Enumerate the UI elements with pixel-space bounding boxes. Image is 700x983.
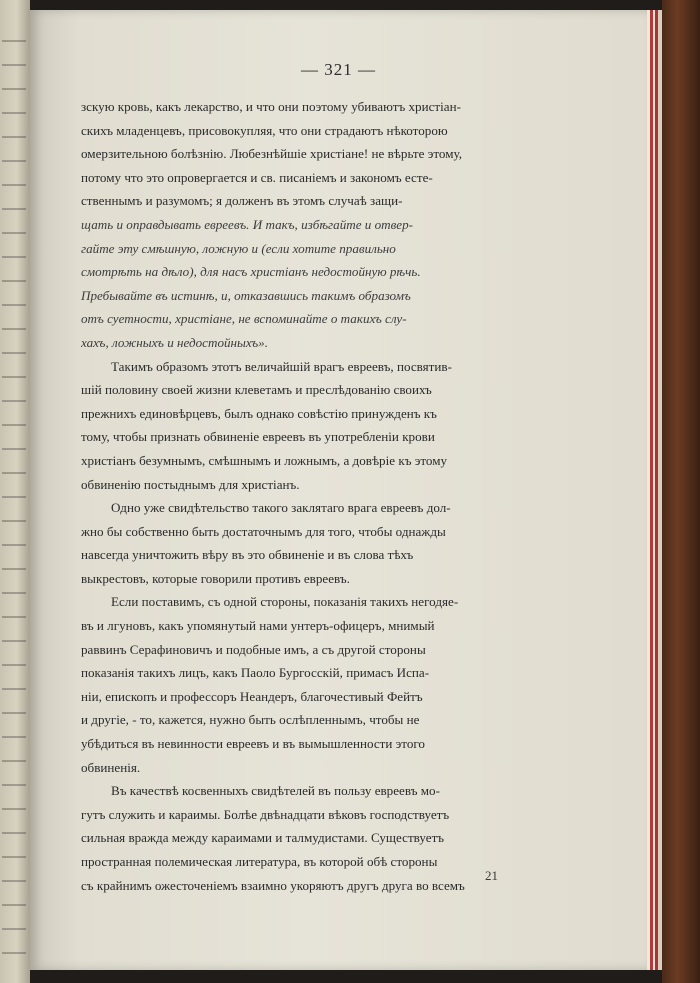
text-line: Если поставимъ, съ одной стороны, показанія такихъ негодяе- — [111, 594, 459, 610]
text-line: христіанъ безумнымъ, смѣшнымъ и ложнымъ, а довѣріе къ этому — [81, 452, 448, 468]
previous-page-text-fragment — [2, 736, 26, 738]
signature-mark: 21 — [485, 868, 498, 883]
previous-page-text-fragment — [2, 520, 26, 522]
previous-page-text-fragment — [2, 376, 26, 378]
previous-page-text-fragment — [2, 496, 26, 498]
previous-page-text-fragment — [2, 952, 26, 954]
previous-page-text-fragment — [2, 688, 26, 690]
text-line: Пребывайте въ истинѣ, и, отказавшись такимъ образомъ — [81, 287, 411, 303]
text-line: тому, чтобы признать обвиненіе евреевъ въ употребленіи крови — [81, 429, 435, 445]
text-line: выкрестовъ, которые говорили противъ евреевъ. — [81, 570, 350, 586]
text-line: зскую кровь, какъ лекарство, и что они поэтому убиваютъ христіан- — [81, 99, 461, 114]
text-line: гутъ служить и караимы. Болѣе двѣнадцати вѣковъ господствуетъ — [81, 806, 450, 822]
text-line: гайте эту смѣшную, ложную и (если хотите правильно — [81, 240, 396, 256]
page-number-header: — 321 — — [301, 60, 376, 79]
text-line: съ крайнимъ ожесточеніемъ взаимно укоряютъ другъ друга во всемъ — [81, 877, 465, 893]
text-line: убѣдиться въ невинности евреевъ и въ вымышленности этого — [81, 736, 425, 752]
text-line: прежнихъ единовѣрцевъ, былъ однако совѣстію принужденъ къ — [81, 405, 437, 421]
text-line: въ и лгуновъ, какъ упомянутый нами унтеръ-офицеръ, мнимый — [81, 618, 435, 634]
previous-page-text-fragment — [2, 184, 26, 186]
text-line: сильная вражда между караимами и талмудистами. Существуетъ — [81, 830, 445, 846]
previous-page-text-fragment — [2, 808, 26, 810]
previous-page-text-fragment — [2, 352, 26, 354]
book-cover-edge — [662, 0, 700, 983]
text-line: омерзительною болѣзнію. Любезнѣйшіе христіане! не вѣрьте этому, — [81, 146, 462, 162]
text-line: шій половину своей жизни клеветамъ и преслѣдованію своихъ — [81, 382, 432, 398]
text-line: хахъ, ложныхъ и недостойныхъ». — [81, 334, 269, 350]
previous-page-text-fragment — [2, 88, 26, 90]
previous-page-text-fragment — [2, 904, 26, 906]
text-line: щать и оправдывать евреевъ. И такъ, избѣгайте и отвер- — [81, 216, 414, 232]
previous-page-edge — [0, 0, 30, 983]
previous-page-text-fragment — [2, 640, 26, 642]
previous-page-text-fragment — [2, 592, 26, 594]
previous-page-text-fragment — [2, 664, 26, 666]
previous-page-text-fragment — [2, 448, 26, 450]
text-line: жно бы собственно быть достаточнымъ для того, чтобы однажды — [81, 523, 446, 539]
previous-page-text-fragment — [2, 760, 26, 762]
previous-page-text-fragment — [2, 712, 26, 714]
text-line: ніи, епископъ и профессоръ Неандеръ, благочестивый Фейтъ — [81, 688, 423, 704]
text-line: отъ суетности, христіане, не вспоминайте о такихъ слу- — [81, 311, 407, 327]
previous-page-text-fragment — [2, 64, 26, 66]
text-line: Въ качествѣ косвенныхъ свидѣтелей въ пользу евреевъ мо- — [111, 783, 440, 799]
previous-page-text-fragment — [2, 784, 26, 786]
previous-page-text-fragment — [2, 208, 26, 210]
text-line: ственнымъ и разумомъ; я долженъ въ этомъ случаѣ защи- — [81, 193, 403, 209]
previous-page-text-fragment — [2, 280, 26, 282]
text-line: пространная полемическая литература, въ которой обѣ стороны — [81, 854, 438, 869]
text-line: обвиненія. — [81, 759, 141, 775]
text-line: смотрѣть на дѣло), для насъ христіанъ недостойную рѣчь. — [81, 264, 421, 280]
book-page — [30, 10, 647, 970]
previous-page-text-fragment — [2, 40, 26, 42]
previous-page-text-fragment — [2, 832, 26, 834]
previous-page-text-fragment — [2, 112, 26, 114]
previous-page-text-fragment — [2, 856, 26, 858]
text-line: потому что это опровергается и св. писаніемъ и закономъ есте- — [81, 169, 433, 185]
text-line: Такимъ образомъ этотъ величайшій врагъ евреевъ, посвятив- — [111, 358, 452, 374]
text-line: показанія такихъ лицъ, какъ Паоло Бургосскій, примасъ Испа- — [81, 665, 430, 681]
previous-page-text-fragment — [2, 424, 26, 426]
text-line: раввинъ Серафиновичъ и подобные имъ, а съ другой стороны — [81, 641, 426, 657]
text-line: Одно уже свидѣтельство такого заклятаго врага евреевъ дол- — [111, 500, 451, 516]
previous-page-text-fragment — [2, 256, 26, 258]
previous-page-text-fragment — [2, 328, 26, 330]
previous-page-text-fragment — [2, 928, 26, 930]
previous-page-text-fragment — [2, 136, 26, 138]
previous-page-text-fragment — [2, 160, 26, 162]
previous-page-text-fragment — [2, 232, 26, 234]
previous-page-text-fragment — [2, 880, 26, 882]
previous-page-text-fragment — [2, 304, 26, 306]
previous-page-text-fragment — [2, 616, 26, 618]
previous-page-text-fragment — [2, 472, 26, 474]
text-line: и другіе, - то, кажется, нужно быть ослѣпленнымъ, чтобы не — [81, 712, 420, 728]
page-body-text — [81, 95, 571, 897]
text-line: навсегда уничтожить вѣру въ это обвиненіе и въ слова тѣхъ — [81, 547, 414, 563]
previous-page-text-fragment — [2, 400, 26, 402]
text-line: скихъ младенцевъ, присовокупляя, что они страдаютъ нѣкоторою — [81, 122, 448, 138]
text-line: обвиненію постыднымъ для христіанъ. — [81, 476, 300, 492]
previous-page-text-fragment — [2, 568, 26, 570]
previous-page-text-fragment — [2, 544, 26, 546]
